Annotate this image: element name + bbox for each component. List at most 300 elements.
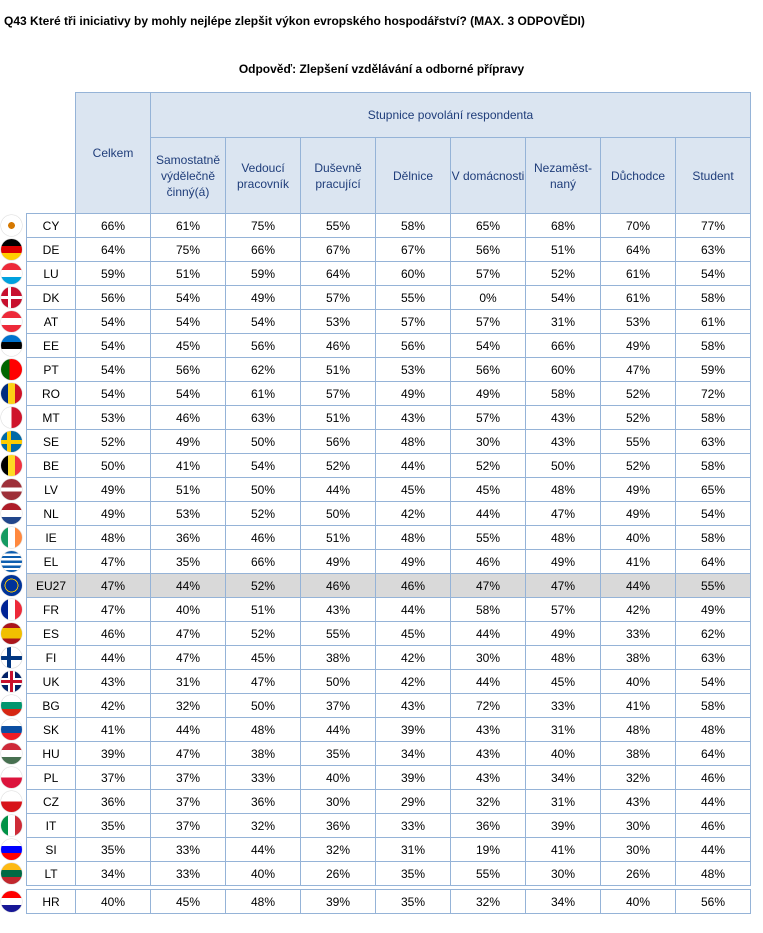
country-code: EU27 [27, 574, 76, 598]
value-cell: 47% [76, 598, 151, 622]
value-cell: 52% [526, 262, 601, 286]
eu-flag-icon [1, 575, 22, 596]
value-cell: 52% [301, 454, 376, 478]
table-row [27, 238, 751, 262]
fr-flag-icon [1, 599, 22, 620]
cz-flag-icon [1, 791, 22, 812]
country-code: DK [27, 286, 76, 310]
column-header: Duševně pracující [301, 138, 376, 214]
value-cell: 49% [76, 502, 151, 526]
value-cell: 32% [151, 694, 226, 718]
country-code: ES [27, 622, 76, 646]
table-row [27, 310, 751, 334]
value-cell: 33% [226, 766, 301, 790]
value-cell: 47% [526, 574, 601, 598]
value-cell: 57% [526, 598, 601, 622]
value-cell: 33% [151, 838, 226, 862]
column-header: Samostatně výdělečně činný(á) [151, 138, 226, 214]
value-cell: 49% [676, 598, 751, 622]
value-cell: 56% [676, 890, 751, 914]
value-cell: 50% [226, 478, 301, 502]
value-cell: 57% [451, 262, 526, 286]
value-cell: 47% [151, 622, 226, 646]
value-cell: 47% [451, 574, 526, 598]
value-cell: 48% [376, 430, 451, 454]
table-row [27, 214, 751, 238]
value-cell: 34% [526, 890, 601, 914]
value-cell: 50% [76, 454, 151, 478]
ro-flag-icon [1, 383, 22, 404]
value-cell: 54% [226, 310, 301, 334]
value-cell: 55% [676, 574, 751, 598]
value-cell: 47% [526, 502, 601, 526]
value-cell: 44% [451, 502, 526, 526]
value-cell: 49% [451, 382, 526, 406]
value-cell: 54% [151, 310, 226, 334]
table-row [27, 526, 751, 550]
value-cell: 37% [151, 814, 226, 838]
es-flag-icon [1, 623, 22, 644]
value-cell: 54% [451, 334, 526, 358]
value-cell: 35% [151, 550, 226, 574]
value-cell: 49% [226, 286, 301, 310]
value-cell: 59% [676, 358, 751, 382]
value-cell: 40% [601, 670, 676, 694]
value-cell: 50% [226, 694, 301, 718]
value-cell: 45% [376, 478, 451, 502]
value-cell: 54% [676, 262, 751, 286]
country-code: CZ [27, 790, 76, 814]
value-cell: 53% [376, 358, 451, 382]
value-cell: 48% [226, 890, 301, 914]
value-cell: 44% [151, 574, 226, 598]
country-code: MT [27, 406, 76, 430]
value-cell: 61% [151, 214, 226, 238]
value-cell: 43% [526, 406, 601, 430]
value-cell: 37% [76, 766, 151, 790]
value-cell: 42% [376, 502, 451, 526]
table-row [27, 838, 751, 862]
se-flag-icon [1, 431, 22, 452]
value-cell: 50% [526, 454, 601, 478]
value-cell: 33% [151, 862, 226, 886]
value-cell: 40% [301, 766, 376, 790]
value-cell: 35% [301, 742, 376, 766]
value-cell: 44% [226, 838, 301, 862]
value-cell: 56% [376, 334, 451, 358]
value-cell: 49% [301, 550, 376, 574]
value-cell: 37% [151, 766, 226, 790]
value-cell: 48% [526, 646, 601, 670]
value-cell: 41% [601, 550, 676, 574]
value-cell: 43% [76, 670, 151, 694]
value-cell: 56% [226, 334, 301, 358]
value-cell: 57% [376, 310, 451, 334]
value-cell: 30% [451, 430, 526, 454]
value-cell: 75% [226, 214, 301, 238]
value-cell: 49% [376, 382, 451, 406]
value-cell: 52% [76, 430, 151, 454]
value-cell: 49% [526, 622, 601, 646]
value-cell: 44% [676, 790, 751, 814]
value-cell: 44% [76, 646, 151, 670]
country-code: PT [27, 358, 76, 382]
value-cell: 34% [376, 742, 451, 766]
fi-flag-icon [1, 647, 22, 668]
table-row [27, 718, 751, 742]
value-cell: 58% [676, 454, 751, 478]
value-cell: 41% [76, 718, 151, 742]
country-code: BE [27, 454, 76, 478]
cy-flag-icon [1, 215, 22, 236]
value-cell: 33% [376, 814, 451, 838]
value-cell: 32% [451, 790, 526, 814]
value-cell: 52% [226, 622, 301, 646]
bg-flag-icon [1, 695, 22, 716]
value-cell: 39% [376, 766, 451, 790]
country-code: FI [27, 646, 76, 670]
country-code: LU [27, 262, 76, 286]
value-cell: 66% [226, 238, 301, 262]
value-cell: 40% [601, 526, 676, 550]
value-cell: 64% [676, 742, 751, 766]
table-row [27, 334, 751, 358]
corner-cell [27, 93, 76, 214]
value-cell: 36% [301, 814, 376, 838]
value-cell: 32% [601, 766, 676, 790]
value-cell: 42% [76, 694, 151, 718]
el-flag-icon [1, 551, 22, 572]
value-cell: 33% [526, 694, 601, 718]
value-cell: 60% [526, 358, 601, 382]
value-cell: 34% [526, 766, 601, 790]
table-row [27, 862, 751, 886]
value-cell: 58% [676, 286, 751, 310]
value-cell: 39% [376, 718, 451, 742]
value-cell: 46% [676, 766, 751, 790]
value-cell: 51% [301, 406, 376, 430]
value-cell: 36% [76, 790, 151, 814]
country-code: SI [27, 838, 76, 862]
value-cell: 39% [76, 742, 151, 766]
column-header: Nezaměst-naný [526, 138, 601, 214]
table-row [27, 766, 751, 790]
value-cell: 65% [676, 478, 751, 502]
value-cell: 44% [301, 718, 376, 742]
value-cell: 47% [601, 358, 676, 382]
lv-flag-icon [1, 479, 22, 500]
table-row [27, 574, 751, 598]
value-cell: 53% [301, 310, 376, 334]
value-cell: 64% [301, 262, 376, 286]
value-cell: 52% [226, 502, 301, 526]
value-cell: 46% [676, 814, 751, 838]
value-cell: 62% [226, 358, 301, 382]
value-cell: 54% [76, 334, 151, 358]
value-cell: 54% [151, 286, 226, 310]
value-cell: 51% [226, 598, 301, 622]
value-cell: 64% [76, 238, 151, 262]
table-row [27, 454, 751, 478]
value-cell: 68% [526, 214, 601, 238]
si-flag-icon [1, 839, 22, 860]
value-cell: 49% [601, 334, 676, 358]
value-cell: 57% [451, 310, 526, 334]
value-cell: 38% [601, 742, 676, 766]
value-cell: 56% [451, 358, 526, 382]
column-header: Vedoucí pracovník [226, 138, 301, 214]
value-cell: 72% [676, 382, 751, 406]
value-cell: 72% [451, 694, 526, 718]
value-cell: 39% [526, 814, 601, 838]
table-row [27, 890, 751, 914]
value-cell: 48% [526, 478, 601, 502]
value-cell: 52% [451, 454, 526, 478]
country-code: RO [27, 382, 76, 406]
column-header: Student [676, 138, 751, 214]
country-code: HR [27, 890, 76, 914]
table-row [27, 670, 751, 694]
value-cell: 54% [76, 358, 151, 382]
value-cell: 54% [676, 502, 751, 526]
value-cell: 51% [301, 358, 376, 382]
value-cell: 49% [601, 478, 676, 502]
value-cell: 54% [676, 670, 751, 694]
value-cell: 50% [226, 430, 301, 454]
uk-flag-icon [1, 671, 22, 692]
value-cell: 49% [376, 550, 451, 574]
value-cell: 51% [151, 262, 226, 286]
ee-flag-icon [1, 335, 22, 356]
value-cell: 38% [301, 646, 376, 670]
value-cell: 35% [376, 890, 451, 914]
value-cell: 0% [451, 286, 526, 310]
country-code: EL [27, 550, 76, 574]
value-cell: 51% [526, 238, 601, 262]
value-cell: 45% [151, 890, 226, 914]
table-row [27, 790, 751, 814]
value-cell: 40% [226, 862, 301, 886]
value-cell: 38% [226, 742, 301, 766]
value-cell: 54% [226, 454, 301, 478]
value-cell: 56% [76, 286, 151, 310]
value-cell: 40% [76, 890, 151, 914]
table-row [27, 622, 751, 646]
value-cell: 58% [376, 214, 451, 238]
value-cell: 44% [376, 454, 451, 478]
mt-flag-icon [1, 407, 22, 428]
value-cell: 29% [376, 790, 451, 814]
value-cell: 19% [451, 838, 526, 862]
value-cell: 30% [526, 862, 601, 886]
table-row [27, 742, 751, 766]
value-cell: 52% [601, 382, 676, 406]
value-cell: 39% [301, 890, 376, 914]
value-cell: 35% [76, 838, 151, 862]
country-code: HU [27, 742, 76, 766]
value-cell: 35% [76, 814, 151, 838]
value-cell: 66% [526, 334, 601, 358]
pl-flag-icon [1, 767, 22, 788]
value-cell: 48% [676, 862, 751, 886]
value-cell: 43% [451, 766, 526, 790]
value-cell: 46% [301, 334, 376, 358]
value-cell: 26% [301, 862, 376, 886]
value-cell: 46% [301, 574, 376, 598]
value-cell: 31% [526, 310, 601, 334]
value-cell: 44% [301, 478, 376, 502]
value-cell: 45% [451, 478, 526, 502]
value-cell: 51% [301, 526, 376, 550]
value-cell: 57% [301, 286, 376, 310]
value-cell: 58% [676, 526, 751, 550]
value-cell: 44% [676, 838, 751, 862]
value-cell: 43% [301, 598, 376, 622]
value-cell: 43% [376, 694, 451, 718]
value-cell: 61% [226, 382, 301, 406]
results-table [26, 92, 751, 914]
table-row [27, 814, 751, 838]
value-cell: 65% [451, 214, 526, 238]
value-cell: 47% [151, 646, 226, 670]
value-cell: 31% [376, 838, 451, 862]
value-cell: 31% [526, 718, 601, 742]
value-cell: 30% [601, 814, 676, 838]
value-cell: 56% [301, 430, 376, 454]
value-cell: 47% [76, 550, 151, 574]
table-row [27, 430, 751, 454]
value-cell: 53% [601, 310, 676, 334]
value-cell: 45% [376, 622, 451, 646]
value-cell: 63% [676, 238, 751, 262]
value-cell: 66% [76, 214, 151, 238]
group-header: Stupnice povolání respondenta [151, 93, 751, 138]
country-code: FR [27, 598, 76, 622]
value-cell: 30% [451, 646, 526, 670]
value-cell: 42% [376, 670, 451, 694]
value-cell: 32% [226, 814, 301, 838]
value-cell: 37% [151, 790, 226, 814]
value-cell: 49% [526, 550, 601, 574]
value-cell: 61% [601, 286, 676, 310]
table-row [27, 262, 751, 286]
value-cell: 44% [376, 598, 451, 622]
lu-flag-icon [1, 263, 22, 284]
value-cell: 33% [601, 622, 676, 646]
value-cell: 45% [526, 670, 601, 694]
country-code: CY [27, 214, 76, 238]
de-flag-icon [1, 239, 22, 260]
value-cell: 54% [76, 382, 151, 406]
value-cell: 56% [451, 238, 526, 262]
value-cell: 48% [601, 718, 676, 742]
value-cell: 56% [151, 358, 226, 382]
value-cell: 32% [301, 838, 376, 862]
value-cell: 49% [76, 478, 151, 502]
country-code: UK [27, 670, 76, 694]
value-cell: 37% [301, 694, 376, 718]
pt-flag-icon [1, 359, 22, 380]
value-cell: 63% [226, 406, 301, 430]
value-cell: 49% [151, 430, 226, 454]
value-cell: 36% [451, 814, 526, 838]
country-code: EE [27, 334, 76, 358]
value-cell: 43% [526, 430, 601, 454]
value-cell: 50% [301, 670, 376, 694]
value-cell: 52% [601, 454, 676, 478]
value-cell: 50% [301, 502, 376, 526]
value-cell: 43% [451, 742, 526, 766]
value-cell: 31% [526, 790, 601, 814]
value-cell: 36% [226, 790, 301, 814]
value-cell: 46% [151, 406, 226, 430]
value-cell: 47% [226, 670, 301, 694]
value-cell: 77% [676, 214, 751, 238]
value-cell: 38% [601, 646, 676, 670]
value-cell: 40% [151, 598, 226, 622]
value-cell: 30% [301, 790, 376, 814]
value-cell: 41% [151, 454, 226, 478]
value-cell: 48% [376, 526, 451, 550]
value-cell: 42% [601, 598, 676, 622]
value-cell: 46% [451, 550, 526, 574]
value-cell: 60% [376, 262, 451, 286]
value-cell: 47% [76, 574, 151, 598]
table-row [27, 478, 751, 502]
table-row [27, 358, 751, 382]
value-cell: 67% [376, 238, 451, 262]
question-title: Q43 Které tři iniciativy by mohly nejlépe zlepšit výkon evropského hospodářství? (MAX. 3 ODPOVĚDI) [4, 14, 585, 28]
value-cell: 57% [301, 382, 376, 406]
country-code: IT [27, 814, 76, 838]
value-cell: 31% [151, 670, 226, 694]
value-cell: 57% [451, 406, 526, 430]
value-cell: 48% [226, 718, 301, 742]
country-code: LV [27, 478, 76, 502]
value-cell: 64% [676, 550, 751, 574]
value-cell: 41% [526, 838, 601, 862]
hu-flag-icon [1, 743, 22, 764]
value-cell: 58% [676, 406, 751, 430]
country-code: BG [27, 694, 76, 718]
value-cell: 30% [601, 838, 676, 862]
value-cell: 36% [151, 526, 226, 550]
value-cell: 40% [601, 890, 676, 914]
column-header-celkem: Celkem [76, 93, 151, 214]
value-cell: 75% [151, 238, 226, 262]
value-cell: 49% [601, 502, 676, 526]
dk-flag-icon [1, 287, 22, 308]
value-cell: 55% [451, 526, 526, 550]
column-header: V domácnosti [451, 138, 526, 214]
value-cell: 41% [601, 694, 676, 718]
value-cell: 54% [76, 310, 151, 334]
value-cell: 59% [76, 262, 151, 286]
value-cell: 45% [226, 646, 301, 670]
table-row [27, 382, 751, 406]
it-flag-icon [1, 815, 22, 836]
value-cell: 63% [676, 430, 751, 454]
value-cell: 55% [376, 286, 451, 310]
table-row [27, 502, 751, 526]
value-cell: 44% [601, 574, 676, 598]
country-code: DE [27, 238, 76, 262]
column-header: Dělnice [376, 138, 451, 214]
value-cell: 54% [151, 382, 226, 406]
value-cell: 43% [376, 406, 451, 430]
country-code: AT [27, 310, 76, 334]
ie-flag-icon [1, 527, 22, 548]
